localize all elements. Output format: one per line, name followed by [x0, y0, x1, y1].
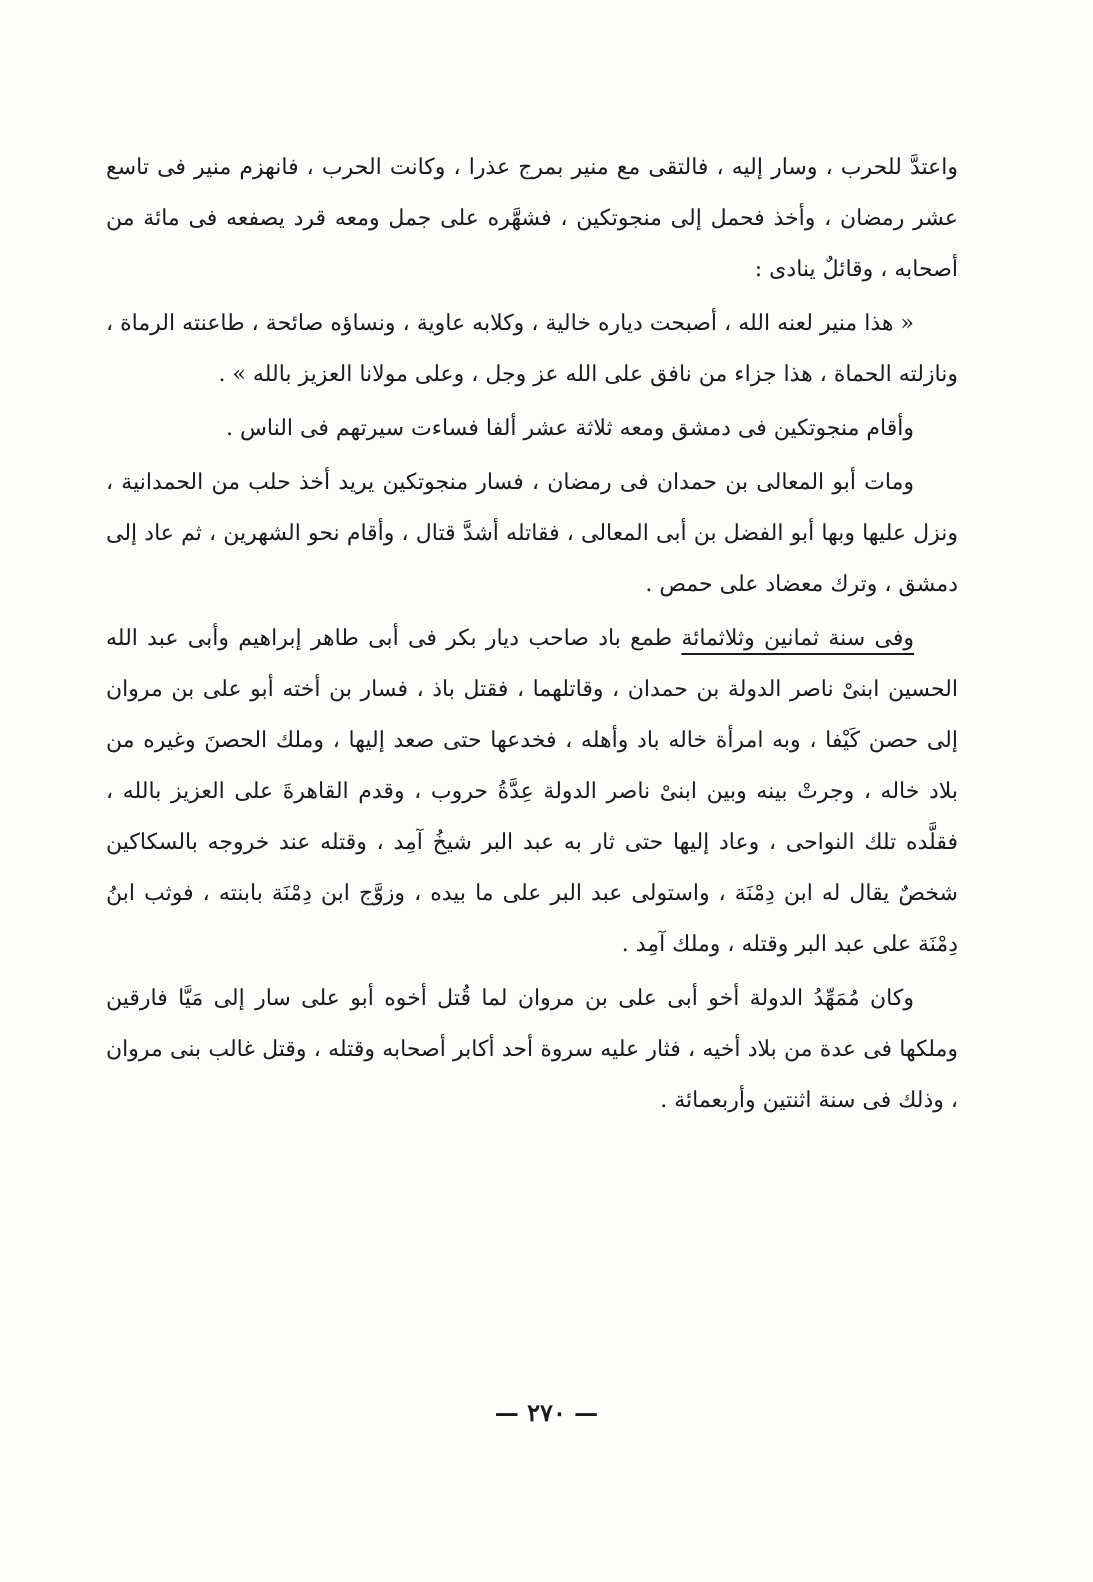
paragraph-3: وأقام منجوتكين فى دمشق ومعه ثلاثة عشر ألفا فساءت سيرتهم فى الناس . — [226, 416, 914, 441]
paragraph-6: وكان مُمَهِّدُ الدولة أخو أبى على بن مروان لما قُتل أخوه أبو على سار إلى مَيَّا فارقين وملكها فى عدة من بلاد أخيه ، فثار عليه سروة أحد أكابر أصحابه وقتله ، وقتل غالب بنى مروان ، وذلك فى سنة اثنتين وأربعمائة . — [106, 986, 958, 1113]
paragraph-5 — [106, 613, 958, 970]
page-number: — ٢٧٠ — — [494, 1398, 599, 1427]
year-heading: وفى سنة ثمانين وثلاثمائة — [681, 626, 915, 651]
body-text — [106, 142, 958, 1129]
paragraph-4: ومات أبو المعالى بن حمدان فى رمضان ، فسار منجوتكين يريد أخذ حلب من الحمدانية ، ونزل عليها وبها أبو الفضل بن أبى المعالى ، فقاتله أشدَّ قتال ، وأقام نحو الشهرين ، ثم عاد إلى دمشق ، وترك معضاد على حمص . — [106, 470, 958, 597]
paragraph-2: « هذا منير لعنه الله ، أصبحت دياره خالية ، وكلابه عاوية ، ونساؤه صائحة ، طاعنته الرماة ، ونازلته الحماة ، هذا جزاء من نافق على الله عز وجل ، وعلى مولانا العزيز بالله » . — [106, 311, 958, 387]
paragraph-5-text: طمع باد صاحب ديار بكر فى أبى طاهر إبراهيم وأبى عبد الله الحسين ابنىْ ناصر الدولة بن حمدان ، وقاتلهما ، فقتل باذ ، فسار بن أخته أبو على بن مروان إلى حصن كَيْفا ، وبه امرأة خاله باد وأهله ، فخدعها حتى صعد إليها ، وملك الحصنَ وغيره من بلاد خاله ، وجرتْ بينه وبين ابنىْ ناصر الدولة عِدَّةُ حروب ، وقدم القاهرةَ على العزيز بالله ، فقلَّده تلك النواحى ، وعاد إليها حتى ثار به عبد البر شيخُ آمِد ، وقتله عند خروجه بالسكاكين شخصٌ يقال له ابن دِمْنَة ، واستولى عبد البر على ما بيده ، وزوَّج ابن دِمْنَة بابنته ، فوثب ابنُ دِمْنَة على عبد البر وقتله ، وملك آمِد . — [106, 626, 958, 957]
paragraph-1: واعتدَّ للحرب ، وسار إليه ، فالتقى مع منير بمرج عذرا ، وكانت الحرب ، فانهزم منير فى تاسع عشر رمضان ، وأخذ فحمل إلى منجوتكين ، فشهَّره على جمل ومعه قرد يصفعه فى مائة من أصحابه ، وقائلٌ ينادى : — [106, 155, 958, 282]
